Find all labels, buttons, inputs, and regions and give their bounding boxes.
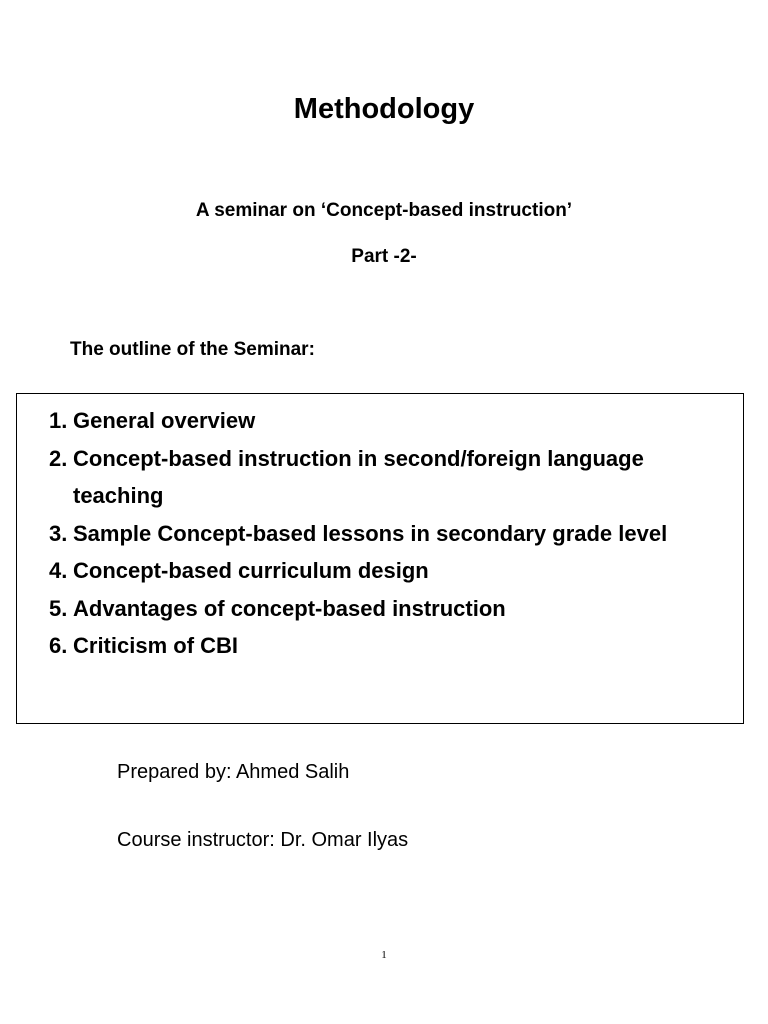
outline-item-number: 2. — [49, 445, 68, 471]
outline-item-number: 1. — [49, 408, 68, 433]
course-instructor: Course instructor: Dr. Omar Ilyas — [117, 829, 409, 851]
outline-item-text: Criticism of CBI — [73, 633, 239, 658]
page-title: Methodology — [293, 93, 475, 125]
outline-item-number: 5. — [49, 595, 68, 621]
outline-item-number: 3. — [49, 520, 68, 546]
prepared-by: Prepared by: Ahmed Salih — [117, 761, 350, 783]
outline-item-text: Sample Concept-based lessons in secondary grade level — [73, 520, 668, 546]
outline-item-cbi-language-teaching — [49, 440, 739, 515]
outline-item-sample-lessons — [49, 515, 739, 553]
outline-item-general-overview — [49, 402, 739, 440]
outline-box — [16, 393, 744, 724]
outline-item-number: 6. — [49, 633, 68, 658]
outline-item-text: Concept-based curriculum design — [73, 558, 429, 583]
outline-heading: The outline of the Seminar: — [70, 339, 315, 360]
page-number: 1 — [381, 949, 387, 961]
outline-item-text: Advantages of concept-based instruction — [73, 595, 506, 621]
outline-item-number: 4. — [49, 558, 68, 583]
outline-list — [49, 402, 739, 665]
outline-item-text: General overview — [73, 408, 256, 433]
outline-item-curriculum-design — [49, 552, 739, 590]
outline-item-criticism — [49, 627, 739, 665]
seminar-subtitle: A seminar on ‘Concept-based instruction’ — [195, 200, 573, 221]
outline-item-advantages — [49, 590, 739, 628]
part-label: Part -2- — [351, 246, 417, 267]
outline-item-text: Concept-based instruction in second/foreign language teaching — [73, 445, 644, 508]
